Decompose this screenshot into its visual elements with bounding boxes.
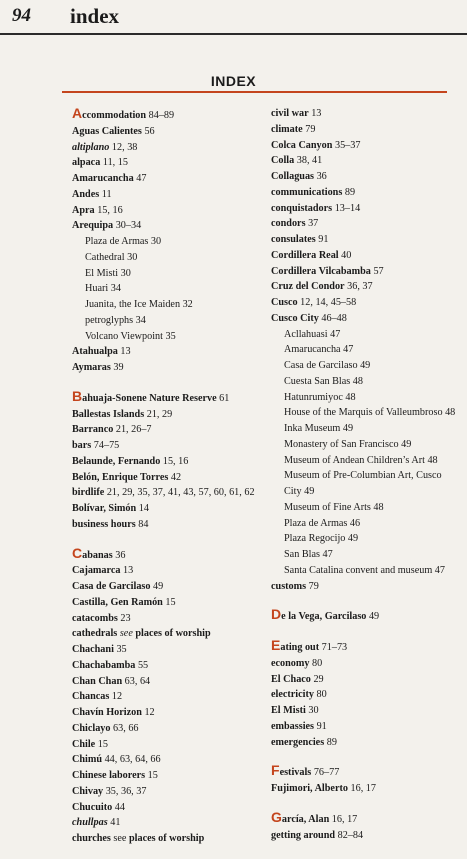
header-rule — [0, 33, 467, 35]
index-subentry: House of the Marquis of Valleumbroso 48 — [284, 407, 456, 419]
index-term: Chile — [72, 738, 96, 750]
index-pages: 21, 29, 35, 37, 41, 43, 57, 60, 61, 62 — [106, 487, 255, 499]
index-subentry: Casa de Garcilaso 49 — [284, 360, 371, 371]
section-gap — [271, 594, 459, 607]
index-pages: 80 — [316, 689, 327, 701]
index-pages: 42 — [170, 471, 182, 483]
index-term: Chimú — [72, 754, 103, 766]
index-term: Chiclayo — [72, 722, 111, 734]
index-term: Aguas Calientes — [72, 125, 142, 137]
index-entry — [72, 721, 264, 737]
index-term: emergencies — [271, 736, 325, 748]
index-pages: 13–14 — [334, 202, 361, 214]
index-pages: 16, 17 — [350, 783, 376, 794]
index-pages: 13 — [123, 565, 134, 577]
index-entry — [72, 454, 264, 470]
index-pages: 82–84 — [337, 829, 364, 841]
index-entry — [271, 185, 459, 201]
index-letter-entry — [271, 638, 459, 656]
index-entry — [72, 187, 264, 203]
index-pages: 71–73 — [321, 642, 348, 653]
index-entry — [271, 201, 459, 217]
index-entry — [72, 438, 264, 454]
index-term: Colca Canyon — [271, 139, 333, 151]
index-pages: 44 — [114, 801, 125, 813]
index-term: Ballestas Islands — [72, 408, 145, 420]
index-entry — [72, 470, 264, 486]
section-gap — [271, 797, 459, 810]
index-entry — [271, 295, 459, 311]
index-subentry: Amarucancha 47 — [284, 344, 354, 356]
index-term: churches — [72, 833, 111, 844]
index-pages: 16, 17 — [331, 813, 358, 825]
index-entry — [271, 311, 459, 327]
index-entry — [72, 815, 264, 831]
index-term: Cordillera Vilcabamba — [271, 265, 371, 277]
index-term: Bolívar, Simón — [72, 503, 137, 514]
index-term: customs — [271, 580, 307, 592]
index-pages: 79 — [308, 580, 319, 592]
index-pages: 38, 41 — [296, 155, 323, 167]
index-pages: 91 — [316, 720, 327, 732]
index-term: altiplano — [72, 141, 110, 153]
index-pages: 84 — [138, 518, 149, 530]
index-term: Belón, Enrique Torres — [72, 471, 169, 483]
index-pages: 29 — [313, 673, 324, 685]
see-reference: see — [119, 628, 133, 640]
index-entry — [72, 344, 264, 360]
index-pages: 79 — [305, 123, 316, 135]
index-pages: 89 — [344, 186, 356, 198]
index-entry — [72, 689, 264, 705]
index-term: consulates — [271, 234, 316, 245]
index-entry — [72, 642, 264, 658]
index-term: getting around — [271, 829, 336, 841]
index-pages: 12 — [111, 691, 123, 703]
index-entry — [72, 407, 264, 423]
index-term: Chavín Horizon — [72, 707, 142, 718]
section-gap — [72, 533, 264, 546]
index-subentry: Museum of Pre-Columbian Art, Cusco City 49 — [284, 470, 442, 497]
index-entry — [72, 140, 264, 156]
index-term: civil war — [271, 108, 309, 119]
index-entry — [72, 501, 264, 517]
index-entry — [271, 735, 459, 751]
index-pages: 89 — [326, 736, 337, 748]
index-pages: 63, 66 — [113, 722, 139, 734]
index-entry — [72, 218, 264, 234]
index-term: Atahualpa — [72, 346, 118, 358]
index-pages: 84–89 — [148, 110, 175, 121]
index-column-right — [271, 106, 459, 843]
index-term: Andes — [72, 188, 100, 200]
index-entry — [72, 705, 264, 721]
index-pages: 36, 37 — [347, 281, 373, 293]
index-term: Festivals — [271, 762, 312, 779]
index-pages: 35, 36, 37 — [105, 785, 147, 797]
index-entry — [271, 279, 459, 295]
index-pages: 30–34 — [115, 220, 142, 232]
index-pages: 12, 14, 45–58 — [300, 297, 357, 308]
index-term: catacombs — [72, 612, 118, 624]
index-pages: 74–75 — [93, 440, 120, 451]
index-pages: 12 — [144, 707, 155, 718]
index-entry — [271, 232, 459, 248]
index-entry — [72, 422, 264, 438]
index-pages: 37 — [308, 218, 319, 230]
section-initial: B — [72, 387, 83, 404]
index-entry — [271, 579, 459, 595]
index-pages: 80 — [312, 657, 323, 669]
section-gap — [72, 376, 264, 389]
index-term: Chachabamba — [72, 659, 136, 671]
index-entry — [72, 595, 264, 611]
index-letter-entry — [72, 546, 264, 564]
index-letter-entry — [271, 763, 459, 781]
index-subentry: Monastery of San Francisco 49 — [284, 438, 412, 450]
index-pages: 14 — [138, 503, 149, 514]
page-number: 94 — [12, 5, 31, 26]
index-term: García, Alan — [271, 808, 330, 825]
index-entry — [72, 752, 264, 768]
index-pages: 63, 64 — [124, 675, 151, 687]
index-letter-entry — [271, 810, 459, 828]
index-subentry: Cuesta San Blas 48 — [284, 375, 363, 387]
section-initial: G — [271, 808, 282, 825]
index-pages: 61 — [219, 392, 230, 404]
index-subentry: petroglyphs 34 — [85, 314, 146, 326]
index-see-entry — [72, 626, 264, 642]
index-entry — [271, 703, 459, 719]
section-initial: E — [271, 637, 281, 653]
section-initial: A — [72, 105, 83, 121]
index-term: El Misti — [271, 705, 306, 716]
index-subentry: Acllahuasi 47 — [284, 328, 341, 340]
index-entry — [271, 153, 459, 169]
index-entry — [271, 216, 459, 232]
index-term: bars — [72, 440, 92, 451]
index-pages: 46–48 — [321, 312, 347, 324]
index-letter-entry — [72, 389, 264, 407]
index-term: Fujimori, Alberto — [271, 783, 348, 794]
index-term: Cusco — [271, 297, 298, 308]
title-rule — [62, 91, 447, 93]
index-subentry: Plaza de Armas 30 — [85, 236, 162, 247]
index-entry — [72, 674, 264, 690]
index-pages: 49 — [153, 581, 164, 592]
index-entry — [72, 563, 264, 579]
index-entry — [271, 264, 459, 280]
index-entry — [72, 203, 264, 219]
running-head: index — [70, 4, 120, 28]
index-pages: 15 — [165, 596, 176, 608]
index-pages: 13 — [120, 346, 131, 358]
index-term: Chachani — [72, 644, 114, 655]
index-pages: 11, 15 — [102, 157, 128, 169]
index-see-entry — [72, 831, 264, 847]
index-term: Apra — [72, 204, 95, 216]
index-subentry: Plaza Regocijo 49 — [284, 533, 359, 545]
index-subentry: San Blas 47 — [284, 549, 333, 560]
index-pages: 49 — [368, 611, 380, 623]
index-subentry: El Misti 30 — [85, 267, 131, 279]
index-pages: 15, 16 — [97, 204, 123, 216]
index-entry — [72, 517, 264, 533]
index-pages: 21, 29 — [146, 408, 173, 420]
index-pages: 15 — [147, 770, 158, 781]
index-subentry: Museum of Fine Arts 48 — [284, 501, 384, 513]
index-term: electricity — [271, 689, 314, 701]
index-term: Cusco City — [271, 312, 319, 324]
index-pages: 15 — [97, 738, 108, 750]
index-term: alpaca — [72, 157, 101, 169]
index-entry — [72, 658, 264, 674]
index-term: Cajamarca — [72, 565, 121, 577]
index-term: Cordillera Real — [271, 249, 339, 261]
section-initial: C — [72, 544, 83, 561]
index-term: Chivay — [72, 785, 104, 797]
index-pages: 11 — [101, 188, 112, 200]
index-subentry: Museum of Andean Children’s Art 48 — [284, 454, 438, 466]
index-column-left — [72, 106, 264, 847]
index-entry — [271, 138, 459, 154]
index-subentry: Santa Catalina convent and museum 47 — [284, 564, 445, 576]
index-pages: 44, 63, 64, 66 — [104, 754, 161, 766]
index-letter-entry — [271, 607, 459, 625]
index-pages: 21, 26–7 — [115, 424, 152, 436]
index-subentry: Cathedral 30 — [85, 251, 138, 263]
index-letter-entry — [72, 106, 264, 124]
see-target: places of worship — [128, 833, 205, 844]
index-entry — [72, 784, 264, 800]
index-pages: 40 — [341, 249, 352, 261]
index-term: Chucuito — [72, 801, 113, 813]
index-term: Bahuaja-Sonene Nature Reserve — [72, 387, 217, 404]
index-term: Cabanas — [72, 544, 113, 561]
section-gap — [271, 750, 459, 763]
index-term: conquistadors — [271, 202, 333, 214]
index-term: chullpas — [72, 817, 108, 829]
index-entry — [271, 687, 459, 703]
index-pages: 36 — [316, 171, 327, 182]
index-pages: 76–77 — [313, 767, 340, 779]
index-term: De la Vega, Garcilaso — [271, 606, 367, 623]
index-entry — [72, 360, 264, 376]
index-pages: 91 — [318, 234, 329, 245]
index-entry — [72, 171, 264, 187]
section-initial: F — [271, 762, 280, 779]
index-term: Chancas — [72, 691, 110, 703]
index-pages: 35 — [116, 644, 127, 655]
section-gap — [271, 625, 459, 638]
index-entry — [72, 124, 264, 140]
index-term: communications — [271, 186, 343, 198]
index-term: Colla — [271, 155, 295, 167]
section-initial: D — [271, 606, 282, 623]
index-entry — [72, 579, 264, 595]
index-term: condors — [271, 218, 306, 230]
index-term: Castilla, Gen Ramón — [72, 596, 163, 608]
index-term: Chinese laborers — [72, 770, 146, 781]
index-term: Chan Chan — [72, 675, 123, 687]
index-entry — [271, 828, 459, 844]
see-target: places of worship — [135, 628, 211, 640]
index-pages: 35–37 — [334, 139, 361, 151]
index-term: economy — [271, 657, 310, 669]
index-pages: 23 — [120, 612, 131, 624]
index-term: Accommodation — [72, 105, 147, 121]
index-pages: 15, 16 — [162, 455, 189, 467]
index-entry — [72, 611, 264, 627]
index-entry — [271, 719, 459, 735]
index-entry — [72, 737, 264, 753]
index-term: Eating out — [271, 637, 320, 653]
index-subentry: Volcano Viewpoint 35 — [85, 330, 176, 342]
index-entry — [72, 800, 264, 816]
index-pages: 12, 38 — [111, 141, 138, 153]
index-term: cathedrals — [72, 628, 118, 640]
index-term: El Chaco — [271, 673, 311, 685]
index-pages: 47 — [136, 173, 147, 184]
index-pages: 56 — [144, 125, 155, 137]
index-term: Amarucancha — [72, 173, 134, 184]
index-entry — [271, 672, 459, 688]
index-entry — [72, 485, 264, 501]
index-entry — [271, 656, 459, 672]
index-term: Belaunde, Fernando — [72, 455, 161, 467]
index-pages: 57 — [373, 265, 384, 277]
index-term: business hours — [72, 518, 136, 530]
index-pages: 41 — [110, 817, 121, 829]
index-term: Casa de Garcilaso — [72, 581, 151, 592]
index-term: Cruz del Condor — [271, 281, 345, 293]
index-pages: 30 — [308, 705, 319, 716]
index-pages: 36 — [115, 549, 126, 561]
index-subentry: Plaza de Armas 46 — [284, 517, 361, 529]
index-entry — [72, 768, 264, 784]
index-subentry: Juanita, the Ice Maiden 32 — [85, 299, 193, 310]
index-entry — [271, 248, 459, 264]
index-entry — [72, 155, 264, 171]
index-entry — [271, 781, 459, 797]
index-subentry: Huari 34 — [85, 283, 121, 295]
index-subentry: Inka Museum 49 — [284, 423, 354, 434]
index-pages: 55 — [137, 659, 149, 671]
index-subentry: Hatunrumiyoc 48 — [284, 391, 356, 403]
index-entry — [271, 122, 459, 138]
index-title: INDEX — [210, 73, 257, 89]
index-entry — [271, 106, 459, 122]
see-reference: see — [113, 833, 127, 844]
index-term: Barranco — [72, 424, 114, 436]
index-term: Collaguas — [271, 171, 315, 182]
index-term: Arequipa — [72, 220, 114, 232]
index-term: embassies — [271, 720, 315, 732]
index-pages: 39 — [113, 362, 124, 373]
index-pages: 13 — [311, 108, 322, 119]
index-entry — [271, 169, 459, 185]
index-term: climate — [271, 123, 303, 135]
index-term: birdlife — [72, 487, 105, 499]
index-term: Aymaras — [72, 362, 111, 373]
